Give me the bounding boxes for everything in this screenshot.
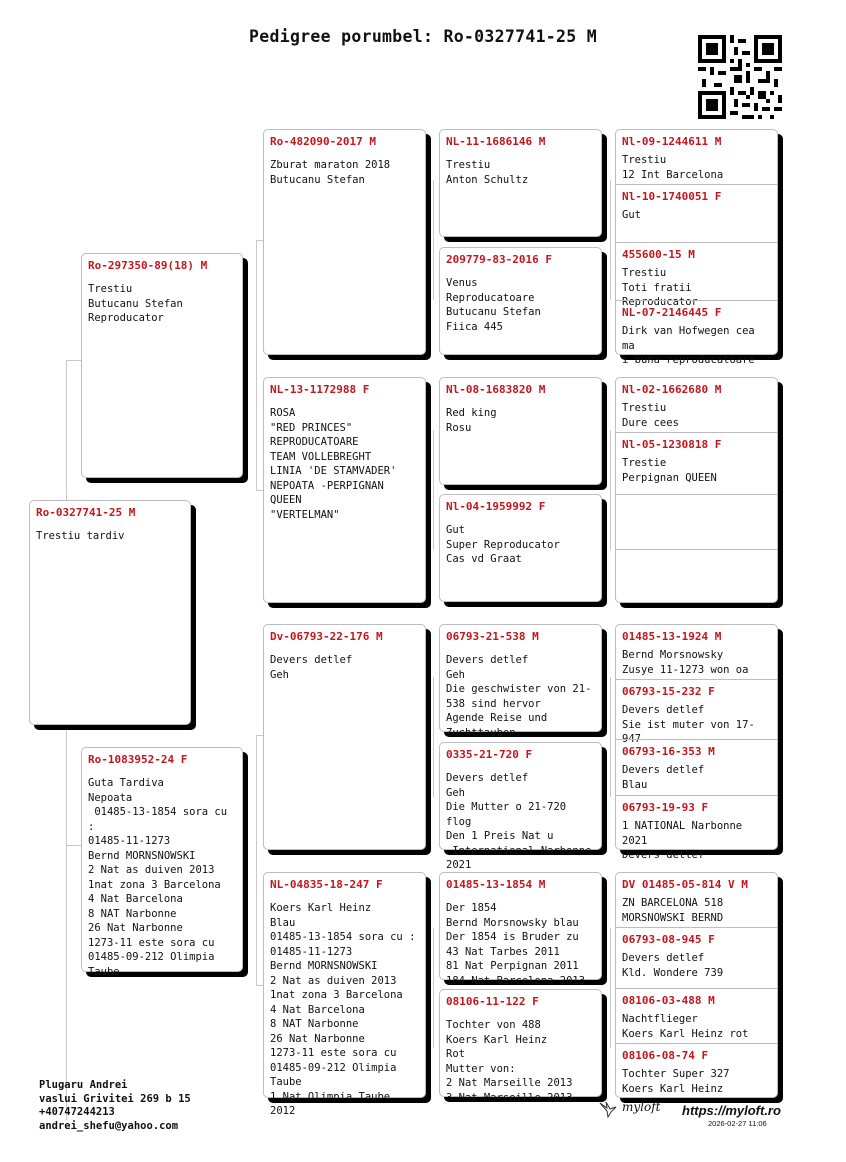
ring-number: NL-07-2146445 F — [622, 306, 722, 319]
ring-number: Nl-09-1244611 M — [622, 135, 722, 148]
pigeon-card-main[interactable] — [29, 500, 191, 725]
ring-number: 08106-11-122 F — [446, 995, 539, 1008]
pigeon-info: Devers detlef Sie ist muter von 17-947 — [622, 704, 755, 745]
pigeon-pair-sd — [615, 377, 778, 603]
ring-number: NL-11-1686146 M — [446, 135, 546, 148]
pigeon-logo-icon — [598, 1099, 620, 1119]
ring-number: 06793-15-232 F — [622, 685, 715, 698]
pigeon-info: Trestiu Dure cees — [622, 402, 679, 429]
pigeon-pair-sss — [615, 129, 778, 366]
ring-number: 08106-08-74 F — [622, 1049, 709, 1062]
pigeon-card[interactable] — [616, 184, 777, 241]
ring-number: DV 01485-05-814 V M — [622, 878, 748, 891]
pigeon-info: Bernd Morsnowsky Zusye 11-1273 won oa — [622, 649, 749, 676]
pigeon-info: Tochter Super 327 Koers Karl Heinz — [622, 1068, 730, 1095]
pigeon-card-ss-sire[interactable] — [439, 129, 602, 237]
ring-number: Nl-02-1662680 M — [622, 383, 722, 396]
pigeon-card-dd-dam[interactable] — [439, 989, 602, 1104]
pigeon-info: Devers detlef Blau — [622, 764, 705, 791]
pigeon-info: 1 NATIONAL Narbonne 2021 Devers detlef — [622, 820, 743, 861]
ring-number: 0335-21-720 F — [446, 748, 533, 761]
pigeon-card[interactable] — [616, 130, 777, 183]
pigeon-info: Der 1854 Bernd Morsnowsky blau Der 1854 is Bruder zu 43 Nat Tarbes 2011 81 Nat Perpignan 2011 184 Nat Barcelona 2013 — [446, 902, 586, 987]
pigeon-card[interactable] — [616, 1043, 777, 1099]
pigeon-pair-ds — [615, 624, 778, 861]
ring-number: 06793-16-353 M — [622, 745, 715, 758]
pigeon-info: Trestie Perpignan QUEEN — [622, 457, 717, 484]
pigeon-card-ds-sire[interactable] — [439, 624, 602, 739]
website-link[interactable]: https://myloft.ro — [682, 1103, 781, 1118]
pigeon-info: Trestiu tardiv — [36, 530, 125, 542]
pigeon-card-dd-sire[interactable] — [439, 872, 602, 987]
pigeon-info: ZN BARCELONA 518 MORSNOWSKI BERND — [622, 897, 724, 924]
pigeon-card[interactable] — [616, 242, 777, 308]
pigeon-info: Trestiu Toti fratii Reproducator — [622, 267, 698, 308]
pigeon-info: Trestiu 12 Int Barcelona — [622, 154, 724, 181]
ring-number: 08106-03-488 M — [622, 994, 715, 1007]
pigeon-info: Trestiu Anton Schultz — [446, 159, 529, 186]
ring-number: 06793-19-93 F — [622, 801, 709, 814]
page-title: Pedigree porumbel: Ro-0327741-25 M — [249, 27, 597, 46]
pigeon-info: Trestiu Butucanu Stefan Reproducator — [88, 283, 183, 324]
print-timestamp: 2026-02-27 11:06 — [708, 1119, 767, 1128]
pigeon-info: Devers detlef Kld. Wondere 739 — [622, 952, 724, 979]
ring-number: 01485-13-1854 M — [446, 878, 546, 891]
pigeon-info: Red king Rosu — [446, 407, 497, 434]
ring-number: 01485-13-1924 M — [622, 630, 722, 643]
pigeon-info: Guta Tardiva Nepoata 01485-13-1854 sora cu : 01485-11-1273 Bernd MORNSNOWSKI 2 Nat as duiven 2013 1nat zona 3 Barcelona 4 Nat Barcelona 8 NAT Narbonne 26 Nat Narbonne 1273-11 este sora cu 01485-09-212 Olimpia Taube — [88, 777, 228, 978]
brand-logo: myloft — [622, 1100, 661, 1114]
ring-number: 06793-08-945 F — [622, 933, 715, 946]
pigeon-info: Gut — [622, 209, 641, 221]
pigeon-card[interactable] — [616, 378, 777, 431]
pigeon-pair-dd — [615, 872, 778, 1098]
pigeon-card-sire-sire[interactable] — [263, 129, 426, 355]
owner-address: vaslui Grivitei 269 b 15 — [39, 1092, 191, 1105]
qr-code — [698, 35, 782, 119]
ring-number: Ro-0327741-25 M — [36, 506, 136, 519]
pigeon-card-dam-dam[interactable] — [263, 872, 426, 1117]
pigeon-card-dam[interactable] — [81, 747, 243, 978]
pigeon-info: Gut Super Reproducator Cas vd Graat — [446, 524, 560, 565]
pigeon-card[interactable] — [616, 873, 777, 927]
pigeon-card-ds-dam[interactable] — [439, 742, 602, 871]
pigeon-info: Devers detlef Geh Die geschwister von 21- 538 sind hervor Agende Reise und Zuchttauben — [446, 654, 592, 739]
ring-number: Ro-1083952-24 F — [88, 753, 188, 766]
empty-card — [616, 549, 777, 604]
ring-number: 06793-21-538 M — [446, 630, 539, 643]
pigeon-card[interactable] — [616, 300, 777, 366]
pigeon-info: Zburat maraton 2018 Butucanu Stefan — [270, 159, 391, 186]
ring-number: Ro-297350-89(18) M — [88, 259, 208, 272]
pigeon-info: Dirk van Hofwegen cea ma i buna reproducatoare — [622, 325, 755, 366]
pigeon-info: Koers Karl Heinz Blau 01485-13-1854 sora cu : 01485-11-1273 Bernd MORNSNOWSKI 2 Nat as duiven 2013 1nat zona 3 Barcelona 4 Nat Barcelona 8 NAT Narbonne 26 Nat Narbonne 1273-11 este sora cu 01485-09-212 Olimpia Taube 1 Nat Olimpia Taube 2012 — [270, 902, 416, 1117]
pigeon-info: Devers detlef Geh Die Mutter o 21-720 flog Den 1 Preis Nat u International Narbonne 2021 — [446, 772, 592, 871]
pigeon-info: ROSA "RED PRINCES" REPRODUCATOARE TEAM VOLLEBREGHT LINIA 'DE STAMVADER' NEPOATA -PERPIGNAN QUEEN "VERTELMAN" — [270, 407, 397, 521]
pigeon-card-sire-dam[interactable] — [263, 377, 426, 603]
pigeon-card[interactable] — [616, 988, 777, 1044]
pigeon-card-ss-dam[interactable] — [439, 247, 602, 355]
pigeon-info: Venus Reproducatoare Butucanu Stefan Fiica 445 — [446, 277, 541, 333]
pigeon-card[interactable] — [616, 679, 777, 745]
pigeon-info: Nachtflieger Koers Karl Heinz rot — [622, 1013, 749, 1040]
pigeon-card-sire[interactable] — [81, 253, 243, 478]
ring-number: Dv-06793-22-176 M — [270, 630, 383, 643]
pigeon-card-dam-sire[interactable] — [263, 624, 426, 850]
pigeon-card-sd-dam[interactable] — [439, 494, 602, 602]
owner-email: andrei_shefu@yahoo.com — [39, 1119, 179, 1132]
ring-number: 209779-83-2016 F — [446, 253, 552, 266]
pigeon-card[interactable] — [616, 739, 777, 795]
pigeon-info: Devers detlef Geh — [270, 654, 353, 681]
pigeon-card[interactable] — [616, 927, 777, 983]
pigeon-card[interactable] — [616, 795, 777, 861]
pigeon-card-sd-sire[interactable] — [439, 377, 602, 485]
owner-info — [39, 1079, 191, 1133]
pigeon-card[interactable] — [616, 432, 777, 489]
ring-number: Nl-10-1740051 F — [622, 190, 722, 203]
pigeon-card[interactable] — [616, 625, 777, 679]
ring-number: NL-04835-18-247 F — [270, 878, 383, 891]
ring-number: Ro-482090-2017 M — [270, 135, 376, 148]
owner-phone: +40747244213 — [39, 1106, 115, 1118]
ring-number: 455600-15 M — [622, 248, 695, 261]
empty-card — [616, 494, 777, 549]
ring-number: NL-13-1172988 F — [270, 383, 370, 396]
pigeon-info: Tochter von 488 Koers Karl Heinz Rot Mutter von: 2 Nat Marseille 2013 3 Nat Marseille 2013 — [446, 1019, 573, 1104]
ring-number: Nl-05-1230818 F — [622, 438, 722, 451]
owner-name: Plugaru Andrei — [39, 1079, 128, 1091]
ring-number: Nl-08-1683820 M — [446, 383, 546, 396]
ring-number: Nl-04-1959992 F — [446, 500, 546, 513]
